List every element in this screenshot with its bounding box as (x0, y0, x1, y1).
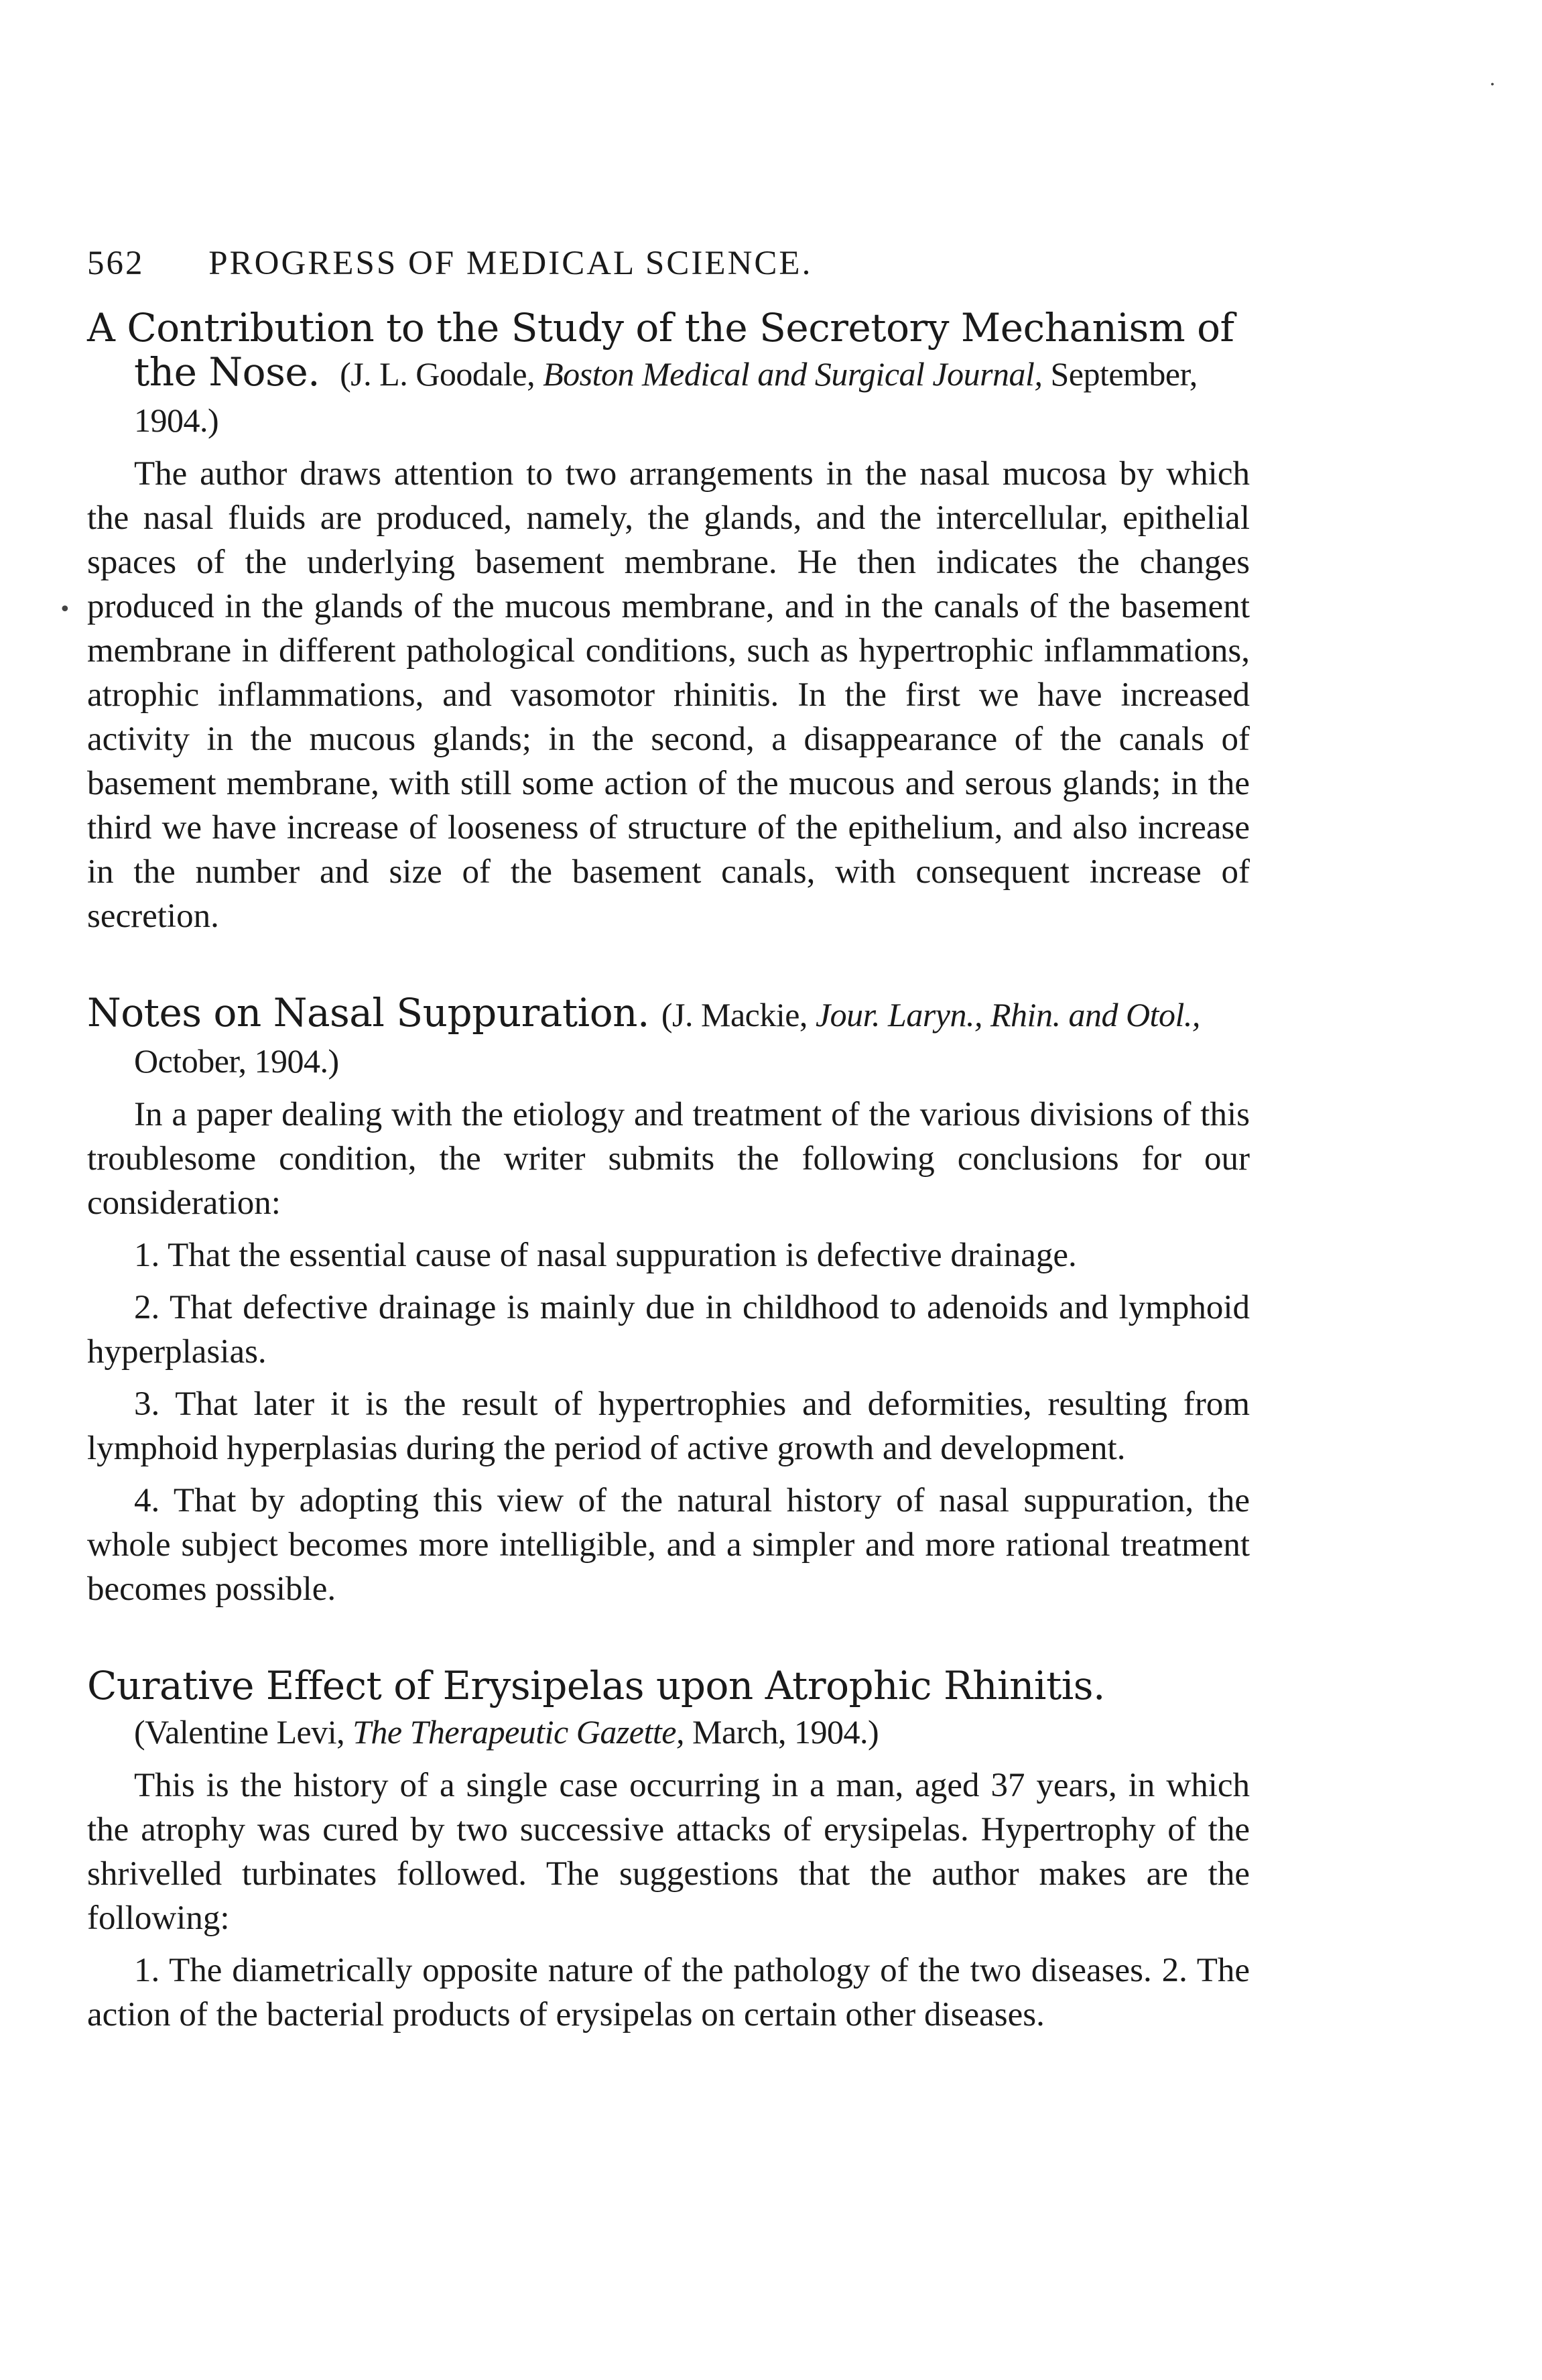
article-title: A Contribution to the Study of the Secretory Mechanism of the Nose. (87, 305, 1234, 395)
conclusion-item: 3. That later it is the result of hypertrophies and deformities, resulting from lymphoid hyperplasias during the period of active growth and development. (87, 1385, 1250, 1467)
article-body (87, 1763, 1250, 2037)
conclusion-item: 2. That defective drainage is mainly due in childhood to adenoids and lymphoid hyperplasias. (87, 1289, 1250, 1371)
article-citation (134, 1713, 879, 1751)
conclusion-item: 1. That the essential cause of nasal suppuration is defective drainage. (134, 1237, 1077, 1274)
paragraph: This is the history of a single case occurring in a man, aged 37 years, in which the atrophy was cured by two successive attacks of erysipelas. Hypertrophy of the shrivelled turbinates followed. The suggestions that the author makes are the following: (87, 1767, 1250, 1937)
suggestion-item: 1. The diametrically opposite nature of the pathology of the two diseases. 2. The action of the bacterial products of erysipelas on certain other diseases. (87, 1952, 1250, 2033)
citation-author: (J. Mackie, (661, 996, 816, 1034)
running-head (87, 244, 1260, 283)
margin-dot: • (59, 598, 71, 621)
citation-author: (J. L. Goodale, (340, 355, 543, 393)
conclusion-item: 4. That by adopting this view of the natural history of nasal suppuration, the whole subject becomes more intelligible, and a simpler and more rational treatment becomes possible. (87, 1482, 1250, 1608)
article-heading (87, 306, 1250, 442)
citation-journal: The Therapeutic Gazette, (352, 1713, 684, 1751)
article-title: Curative Effect of Erysipelas upon Atrophic Rhinitis. (87, 1663, 1105, 1708)
citation-author: (Valentine Levi, (134, 1713, 353, 1751)
page-number: 562 (87, 245, 145, 282)
citation-date: October, 1904.) (134, 1042, 339, 1080)
running-title: PROGRESS OF MEDICAL SCIENCE. (208, 245, 813, 282)
citation-journal: Jour. Laryn., Rhin. and Otol., (815, 996, 1200, 1034)
citation-date: September, 1904.) (134, 355, 1198, 439)
article-title: Notes on Nasal Suppuration. (87, 990, 649, 1036)
paragraph: In a paper dealing with the etiology and treatment of the various divisions of this troublesome condition, the writer submits the following conclusions for our consideration: (87, 1096, 1250, 1222)
article-body (87, 452, 1250, 938)
citation-journal: Boston Medical and Surgical Journal, (543, 355, 1043, 393)
text-column (87, 306, 1250, 2089)
article-heading (87, 1664, 1250, 1754)
article-2 (87, 991, 1250, 1611)
corner-mark: ․ (1489, 67, 1496, 90)
article-1 (87, 306, 1250, 938)
citation-date: March, 1904.) (684, 1713, 879, 1751)
paragraph: The author draws attention to two arrangements in the nasal mucosa by which the nasal fluids are produced, namely, the glands, and the intercellular, epithelial spaces of the underlying basement membrane. He then indicates the changes produced in the glands of the mucous membrane, and in the canals of the basement membrane in different pathological conditions, such as hypertrophic inflammations, atrophic inflammations, and vasomotor rhinitis. In the first we have increased activity in the mucous glands; in the second, a disappearance of the canals of basement membrane, with still some action of the mucous and serous glands; in the third we have increase of looseness of structure of the epithelium, and also increase in the number and size of the basement canals, with consequent increase of secretion. (87, 455, 1250, 935)
article-heading (87, 991, 1250, 1083)
article-body (87, 1092, 1250, 1611)
article-3 (87, 1664, 1250, 2037)
